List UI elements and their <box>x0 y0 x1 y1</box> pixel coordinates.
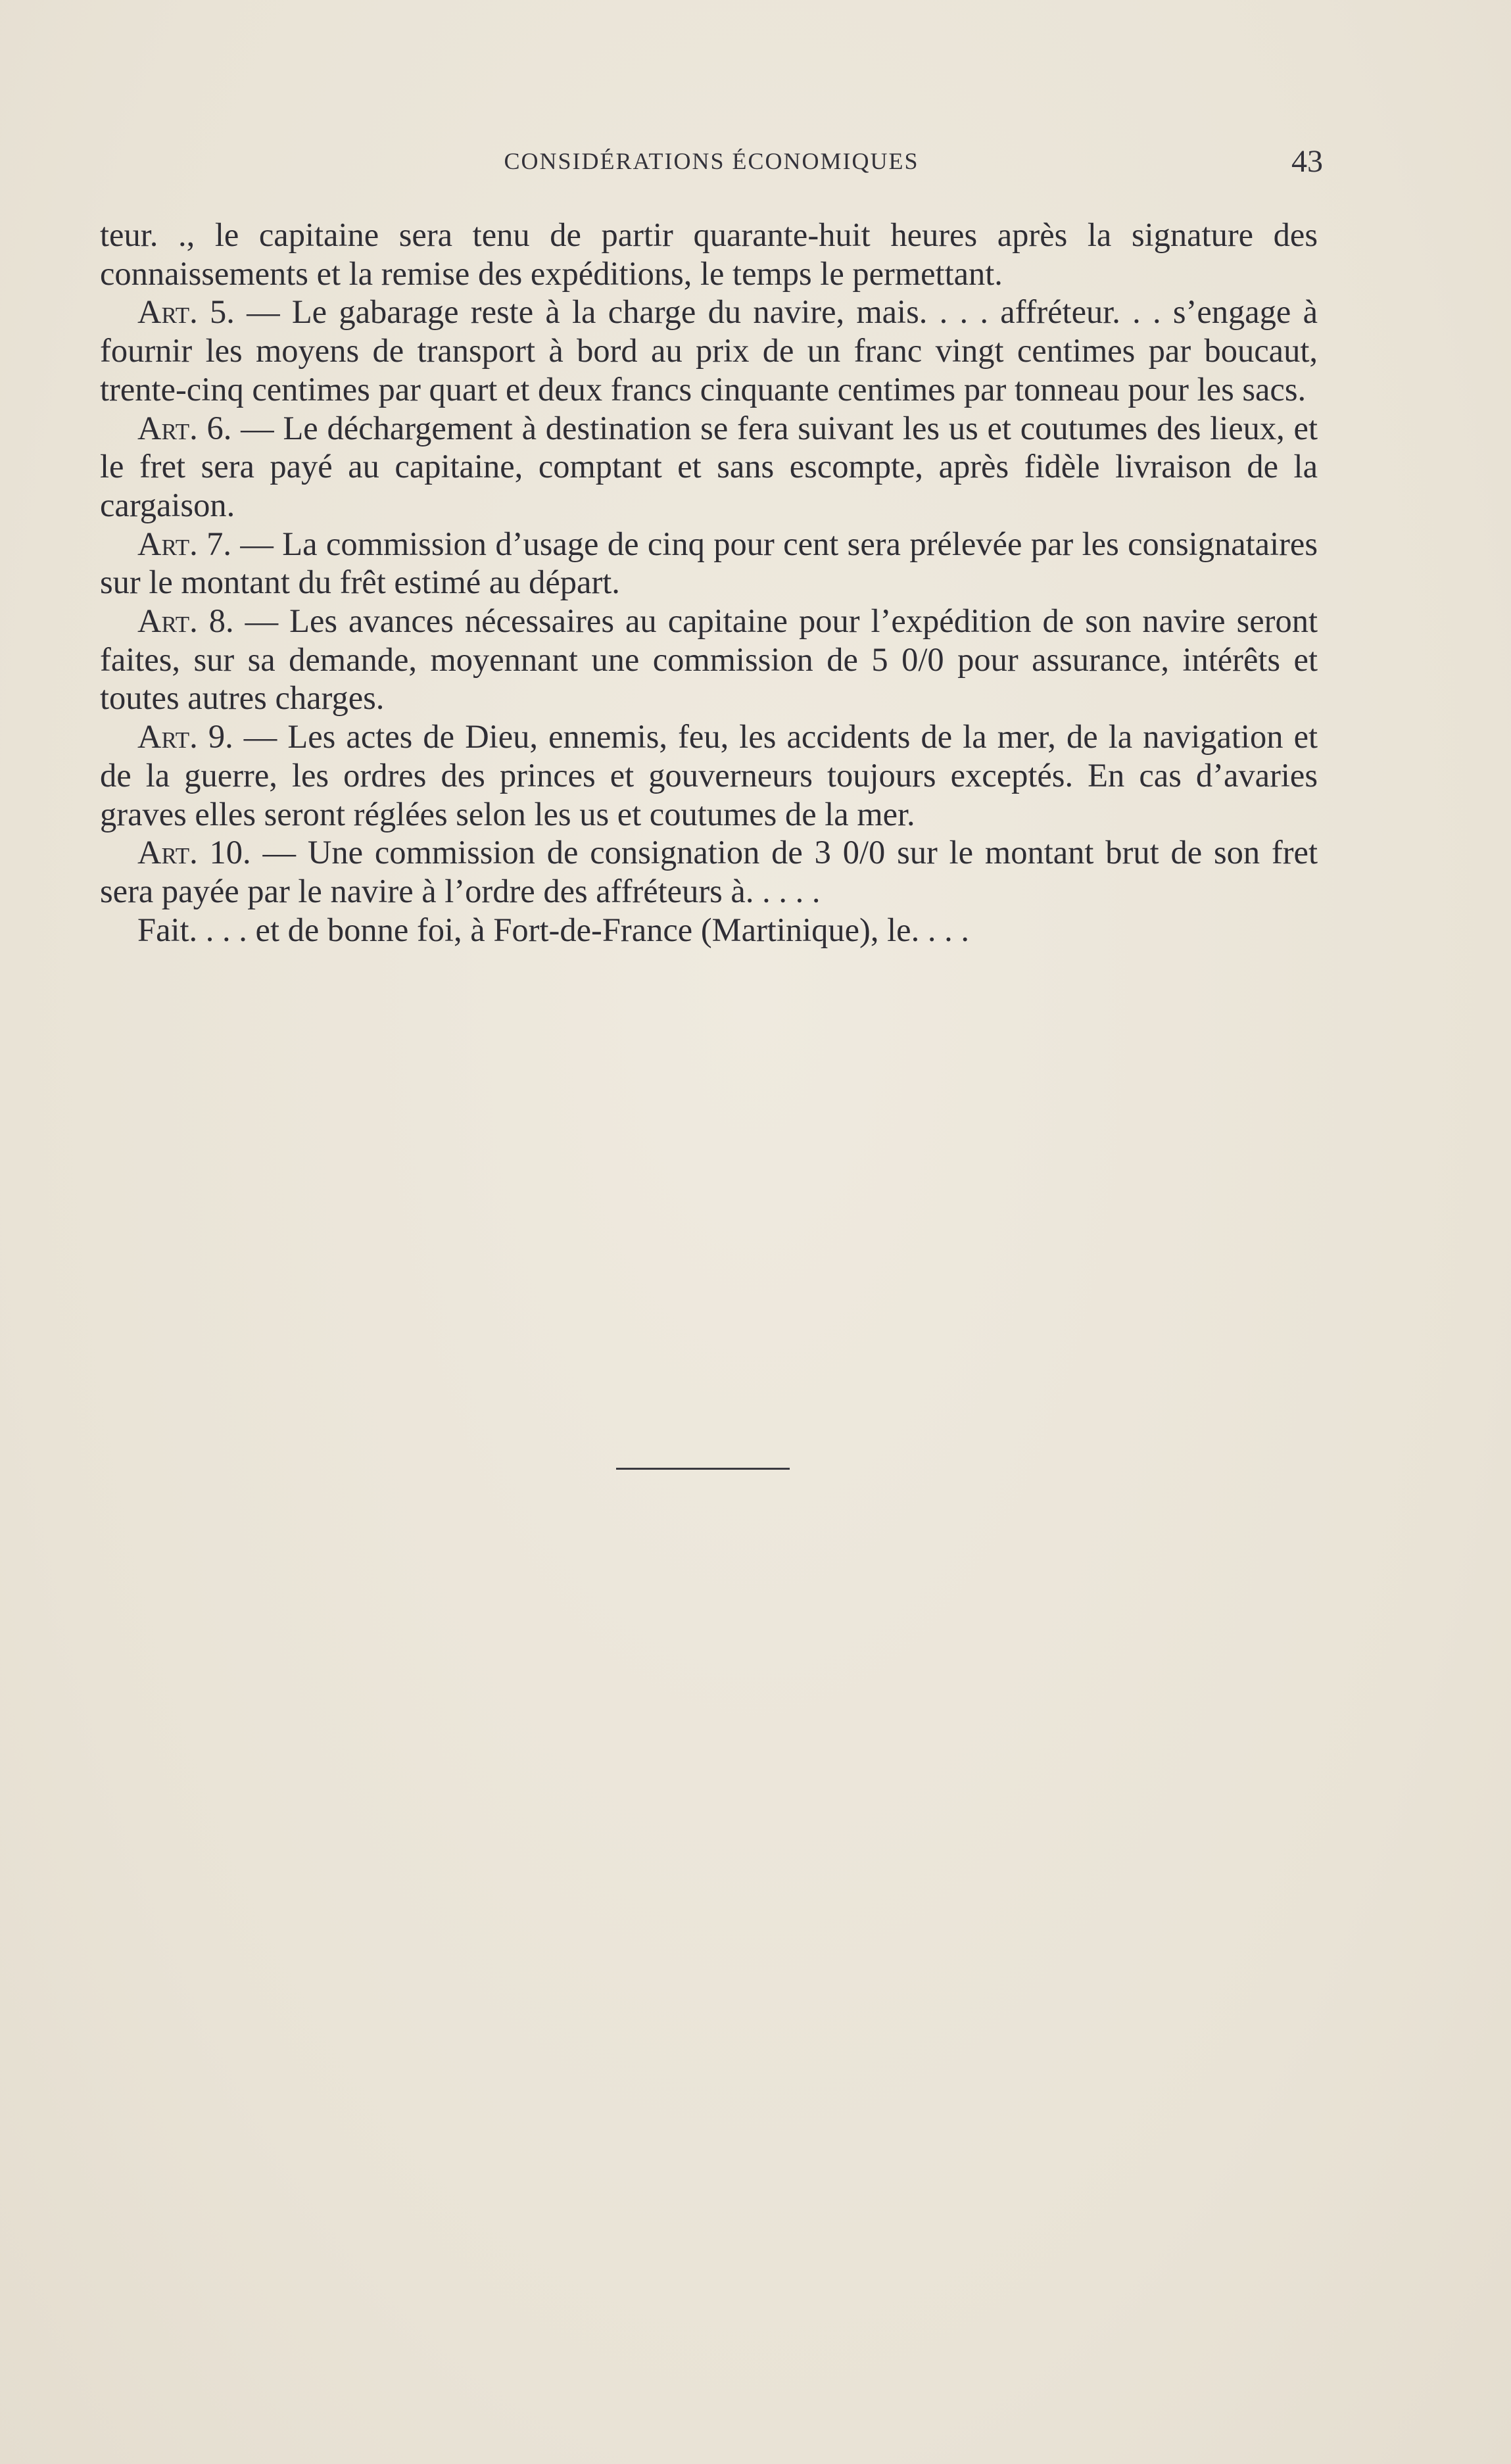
article-6 <box>100 409 1318 525</box>
article-8-label: Art. 8. <box>137 602 234 640</box>
article-5 <box>100 293 1318 408</box>
article-7-label: Art. 7. <box>137 525 231 562</box>
body-text <box>100 216 1318 949</box>
article-7 <box>100 525 1318 602</box>
running-title: CONSIDÉRATIONS ÉCONOMIQUES <box>504 148 919 174</box>
article-10-label: Art. 10. <box>137 834 251 871</box>
article-6-text: — Le déchargement à destination se fera suivant les us et coutumes des lieux, et le fret sera payé au capitaine, comptant et sans escompte, après fidèle livraison de la cargaison. <box>100 409 1318 523</box>
article-7-text: — La commission d’usage de cinq pour cent sera prélevée par les consignataires sur le montant du frêt estimé au départ. <box>100 525 1318 601</box>
article-8 <box>100 602 1318 717</box>
running-head <box>100 143 1323 180</box>
article-10 <box>100 833 1318 910</box>
article-5-label: Art. 5. <box>137 293 235 331</box>
article-9 <box>100 717 1318 833</box>
article-10-text: — Une commission de consignation de 3 0/0 sur le montant brut de son fret sera payée par le navire à l’ordre des affréteurs à. . . . . <box>100 834 1318 909</box>
section-end-rule <box>616 1468 790 1470</box>
article-9-text: — Les actes de Dieu, ennemis, feu, les accidents de la mer, de la navigation et de la guerre, les ordres des princes et gouverneurs toujours exceptés. En cas d’avaries graves elles seront réglées selon les us et coutumes de la mer. <box>100 718 1318 833</box>
paragraph-continuation: teur. ., le capitaine sera tenu de partir quarante-huit heures après la signature des connaissements et la remise des expéditions, le temps le permettant. <box>100 216 1318 292</box>
article-6-label: Art. 6. <box>137 409 232 447</box>
closing-line: Fait. . . . et de bonne foi, à Fort-de-France (Martinique), le. . . . <box>137 911 969 948</box>
article-9-label: Art. 9. <box>137 718 233 756</box>
page-number: 43 <box>1291 144 1323 179</box>
article-5-text: — Le gabarage reste à la charge du navire, mais. . . . affréteur. . . s’engage à fournir les moyens de transport à bord au prix de un franc vingt centimes par boucaut, trente-cinq centimes par quart et deux francs cinquante centimes par tonneau pour les sacs. <box>100 293 1318 408</box>
article-8-text: — Les avances nécessaires au capitaine pour l’expédition de son navire seront faites, sur sa demande, moyennant une commission de 5 0/0 pour assurance, intérêts et toutes autres charges. <box>100 602 1318 717</box>
